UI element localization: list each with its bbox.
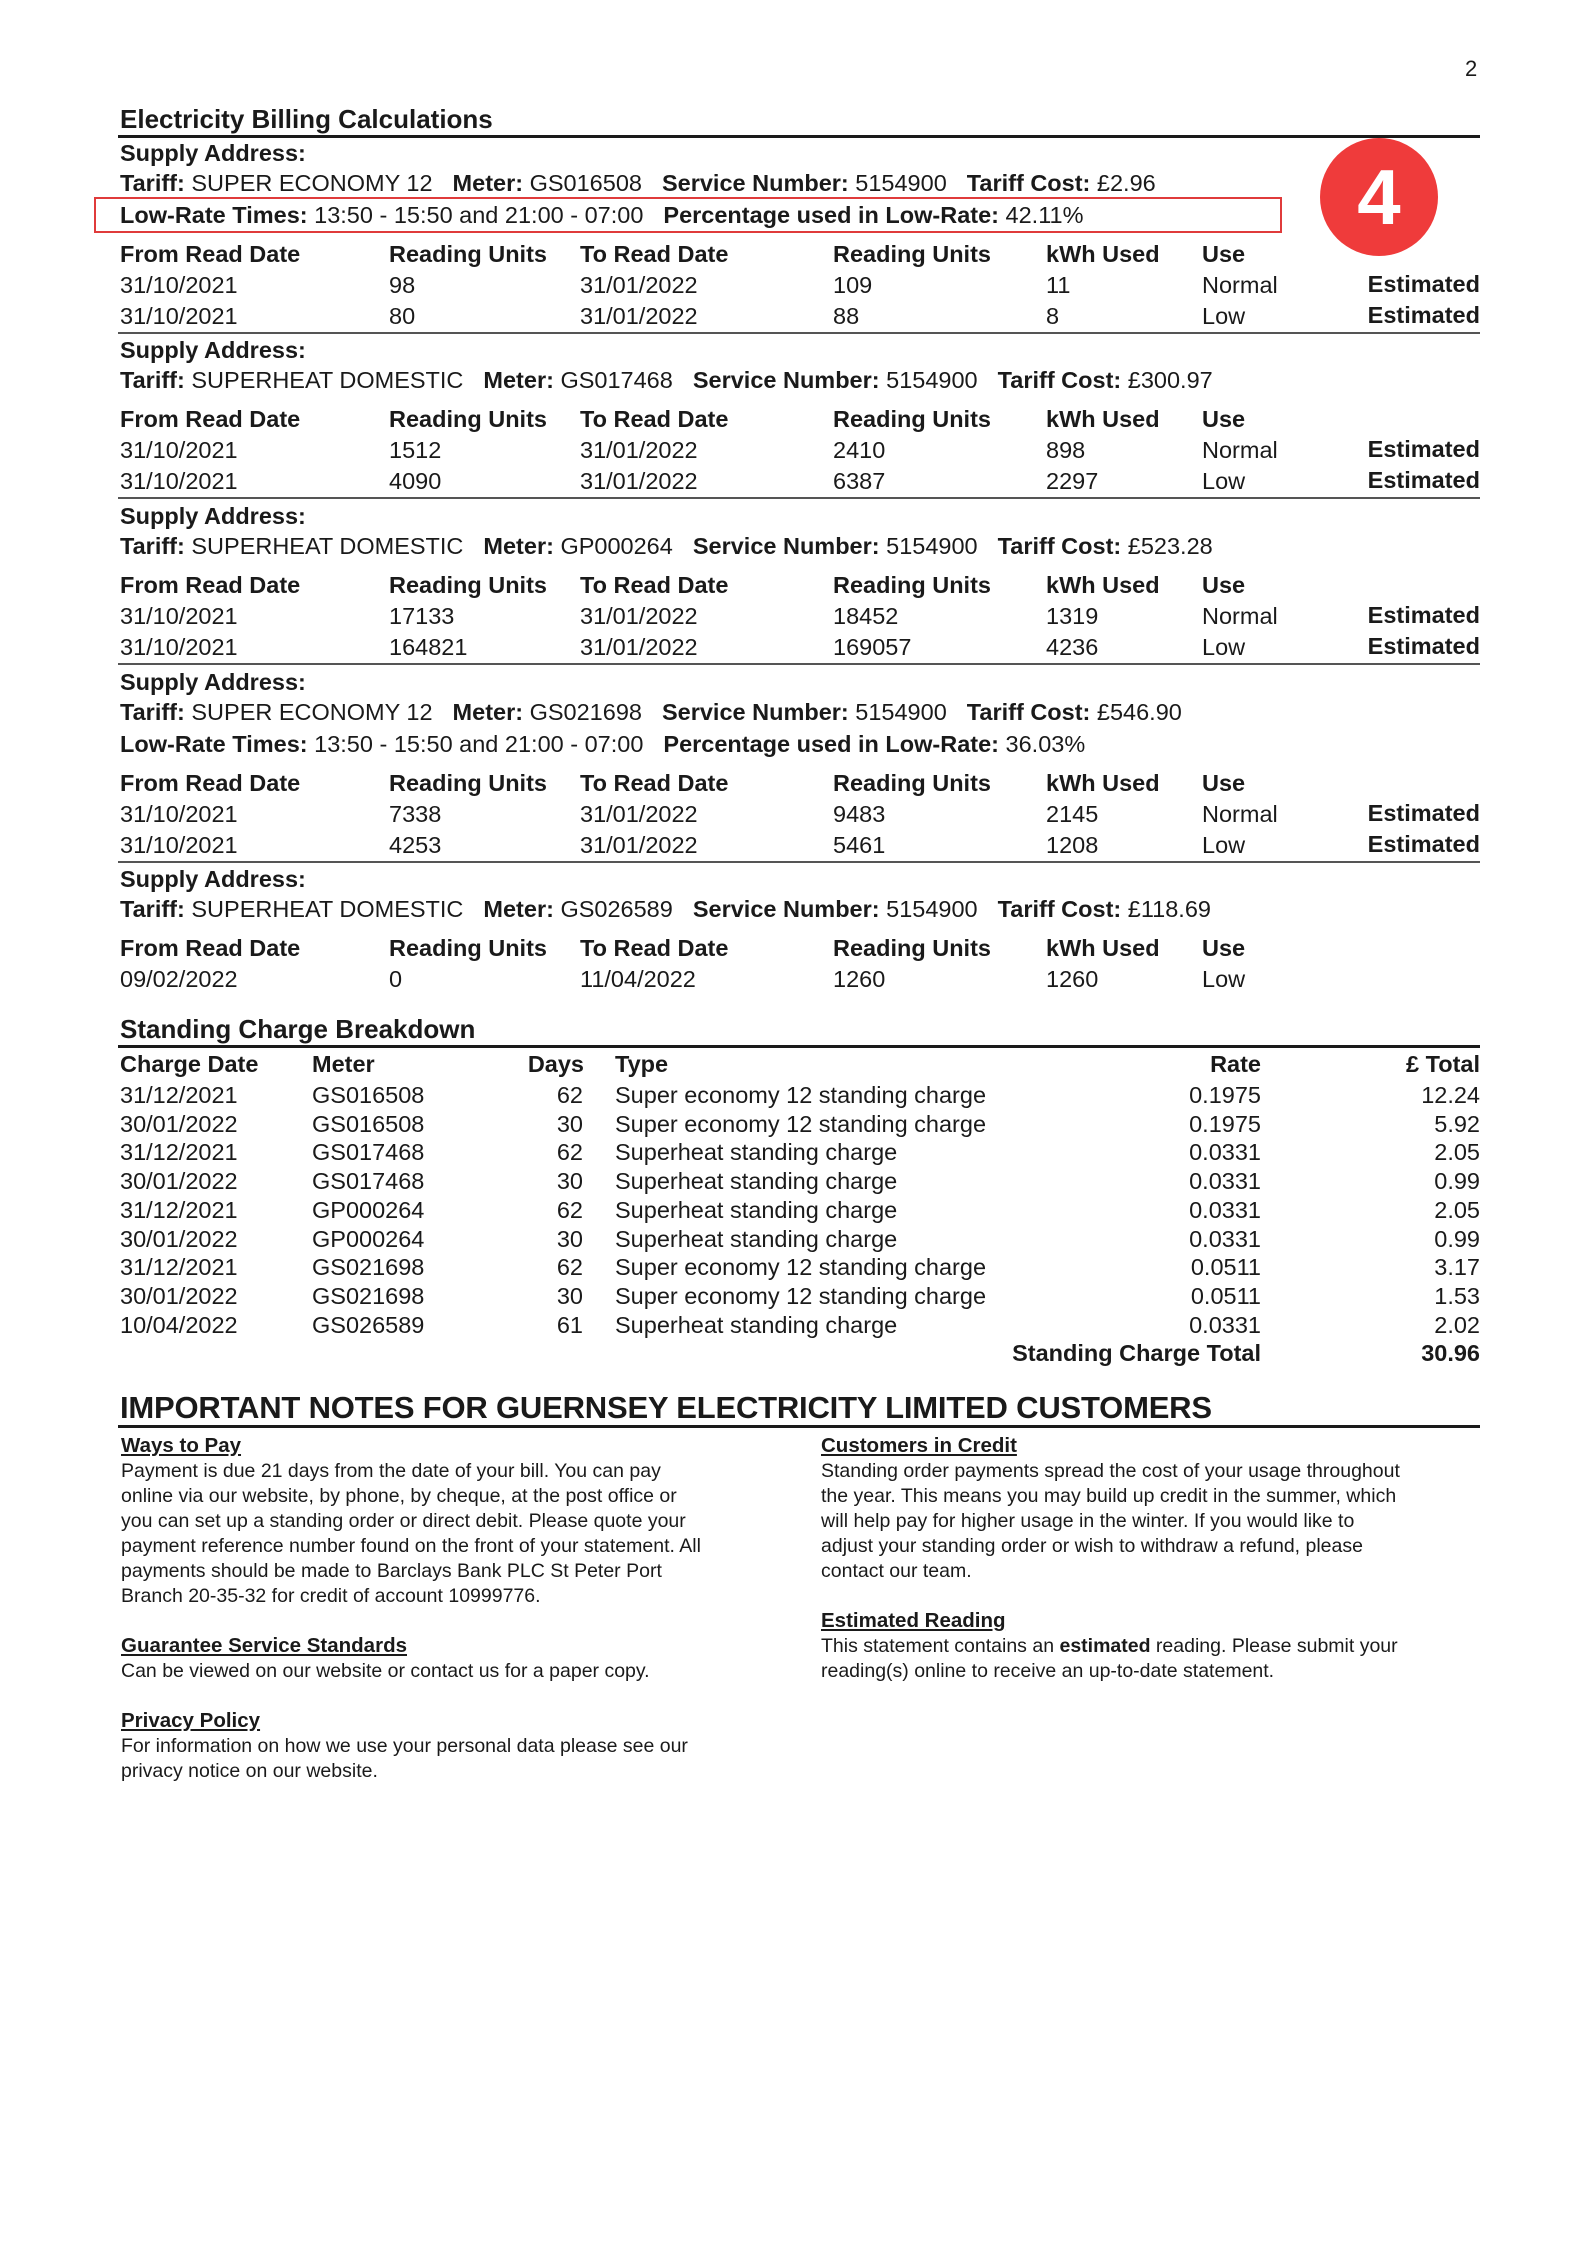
tariff-value: SUPERHEAT DOMESTIC [191, 896, 464, 922]
total-cell: 0.99 [1434, 1225, 1480, 1252]
note-line [821, 1634, 1398, 1659]
reading-cell: 1260 [1046, 966, 1099, 992]
service-number-value: 5154900 [886, 367, 978, 393]
note-line: adjust your standing order or wish to withdraw a refund, please [821, 1535, 1363, 1557]
supply-address-label: Supply Address: [120, 503, 306, 529]
note-line: For information on how we use your personal data please see our [121, 1735, 688, 1757]
reading-cell: 2410 [833, 437, 886, 463]
reading-status: Estimated [1367, 467, 1480, 493]
percentage-low-rate-value: 42.11% [1005, 202, 1084, 228]
meter-cell: GS026589 [312, 1311, 425, 1338]
type-cell: Super economy 12 standing charge [615, 1254, 987, 1281]
supply-address-label: Supply Address: [120, 337, 306, 363]
column-header: £ Total [1406, 1051, 1480, 1077]
tariff-cost-label: Tariff Cost: [997, 533, 1122, 559]
note-heading: Guarantee Service Standards [121, 1634, 407, 1657]
low-rate-line [120, 202, 1084, 229]
column-header: From Read Date [120, 770, 301, 796]
reading-cell: 18452 [833, 603, 899, 629]
meter-cell: GS021698 [312, 1282, 425, 1309]
tariff-line [120, 896, 1211, 923]
tariff-label: Tariff: [120, 170, 185, 196]
block-divider [118, 861, 1480, 863]
total-cell: 12.24 [1421, 1082, 1480, 1108]
reading-cell: Normal [1202, 801, 1278, 827]
column-header: Use [1202, 406, 1246, 432]
reading-cell: 31/10/2021 [120, 603, 238, 629]
rate-cell: 0.0331 [1189, 1311, 1261, 1338]
rate-cell: 0.1975 [1189, 1082, 1261, 1108]
meter-label: Meter: [483, 533, 554, 559]
charge-date-cell: 10/04/2022 [120, 1311, 238, 1338]
column-header: Charge Date [120, 1051, 259, 1077]
column-header: Rate [1210, 1051, 1261, 1077]
column-header: Type [615, 1051, 669, 1077]
column-header: Days [527, 1051, 584, 1077]
note-line: the year. This means you may build up credit in the summer, which [821, 1485, 1397, 1507]
tariff-cost-label: Tariff Cost: [997, 367, 1122, 393]
notes-title-rule [118, 1425, 1480, 1428]
page-number: 2 [1465, 56, 1478, 81]
tariff-value: SUPERHEAT DOMESTIC [191, 533, 464, 559]
service-number-label: Service Number: [661, 170, 849, 196]
reading-cell: 1512 [389, 437, 442, 463]
charge-date-cell: 31/12/2021 [120, 1254, 238, 1281]
service-number-label: Service Number: [692, 896, 880, 922]
tariff-value: SUPER ECONOMY 12 [191, 170, 433, 196]
service-number-value: 5154900 [886, 533, 978, 559]
note-emphasis: estimated [1059, 1635, 1151, 1657]
note-text: reading(s) online to receive an up-to-date statement. [821, 1660, 1275, 1682]
note-heading: Estimated Reading [821, 1609, 1006, 1632]
billing-title: Electricity Billing Calculations [120, 104, 493, 134]
column-header: To Read Date [580, 241, 729, 267]
percentage-low-rate-value: 36.03% [1005, 731, 1086, 757]
charge-date-cell: 30/01/2022 [120, 1225, 238, 1252]
reading-cell: 31/10/2021 [120, 832, 238, 858]
reading-cell: 9483 [833, 801, 886, 827]
rate-cell: 0.0511 [1190, 1282, 1261, 1309]
reading-cell: 5461 [833, 832, 886, 858]
note-heading: Ways to Pay [121, 1434, 242, 1457]
reading-cell: Low [1202, 832, 1246, 858]
reading-cell: 1208 [1046, 832, 1099, 858]
meter-cell: GP000264 [312, 1225, 425, 1252]
supply-address-label: Supply Address: [120, 140, 306, 166]
type-cell: Superheat standing charge [615, 1225, 898, 1252]
note-text: reading. Please submit your [1150, 1635, 1398, 1657]
column-header: From Read Date [120, 241, 301, 267]
column-header: kWh Used [1046, 935, 1160, 961]
days-cell: 62 [556, 1082, 583, 1108]
block-divider [118, 663, 1480, 665]
note-heading: Privacy Policy [121, 1709, 261, 1732]
type-cell: Super economy 12 standing charge [615, 1110, 987, 1137]
meter-cell: GS017468 [312, 1168, 425, 1195]
column-header: Reading Units [833, 935, 991, 961]
percentage-low-rate-label: Percentage used in Low-Rate: [663, 202, 1000, 228]
reading-cell: 31/10/2021 [120, 801, 238, 827]
reading-cell: 4253 [389, 832, 442, 858]
standing-title-rule [118, 1045, 1480, 1048]
column-header: Use [1202, 935, 1246, 961]
reading-status: Estimated [1367, 633, 1480, 659]
days-cell: 62 [556, 1139, 583, 1166]
reading-cell: 2297 [1046, 468, 1099, 494]
tariff-label: Tariff: [120, 367, 185, 393]
column-header: To Read Date [580, 770, 729, 796]
reading-cell: 1260 [833, 966, 886, 992]
reading-status: Estimated [1367, 602, 1480, 628]
reading-cell: 31/01/2022 [580, 468, 698, 494]
rate-cell: 0.0331 [1189, 1168, 1261, 1195]
reading-cell: Low [1202, 468, 1246, 494]
charge-date-cell: 31/12/2021 [120, 1082, 238, 1108]
percentage-low-rate-label: Percentage used in Low-Rate: [663, 731, 1000, 757]
meter-value: GS021698 [529, 699, 642, 725]
charge-date-cell: 30/01/2022 [120, 1110, 238, 1137]
service-number-value: 5154900 [855, 170, 947, 196]
service-number-label: Service Number: [692, 367, 880, 393]
reading-cell: 31/01/2022 [580, 634, 698, 660]
service-number-label: Service Number: [661, 699, 849, 725]
reading-cell: 09/02/2022 [120, 966, 238, 992]
step-badge: 4 [1320, 138, 1438, 256]
supply-address-label: Supply Address: [120, 866, 306, 892]
tariff-cost-value: £2.96 [1096, 170, 1156, 196]
note-line: Can be viewed on our website or contact us for a paper copy. [121, 1660, 650, 1682]
reading-cell: 8 [1046, 303, 1060, 329]
total-cell: 1.53 [1434, 1282, 1480, 1309]
column-header: kWh Used [1046, 770, 1160, 796]
reading-cell: 31/01/2022 [580, 303, 698, 329]
low-rate-times-value: 13:50 - 15:50 and 21:00 - 07:00 [314, 731, 644, 757]
note-heading: Customers in Credit [821, 1434, 1017, 1457]
notes-title: IMPORTANT NOTES FOR GUERNSEY ELECTRICITY LIMITED CUSTOMERS [120, 1390, 1212, 1425]
tariff-line [120, 170, 1156, 197]
column-header: From Read Date [120, 406, 301, 432]
low-rate-times-value: 13:50 - 15:50 and 21:00 - 07:00 [314, 202, 644, 228]
note-line: contact our team. [821, 1560, 972, 1582]
reading-cell: 169057 [833, 634, 912, 660]
meter-cell: GS016508 [312, 1110, 425, 1137]
reading-cell: 31/10/2021 [120, 272, 238, 298]
days-cell: 62 [556, 1254, 583, 1281]
column-header: kWh Used [1046, 572, 1160, 598]
reading-status: Estimated [1367, 436, 1480, 462]
type-cell: Superheat standing charge [615, 1311, 898, 1338]
column-header: Use [1202, 241, 1246, 267]
standing-total-value: 30.96 [1421, 1340, 1480, 1366]
rate-cell: 0.0511 [1190, 1254, 1261, 1281]
tariff-cost-label: Tariff Cost: [966, 699, 1091, 725]
column-header: From Read Date [120, 935, 301, 961]
standing-total-label: Standing Charge Total [1012, 1340, 1261, 1366]
meter-value: GS016508 [529, 170, 642, 196]
reading-cell: 98 [389, 272, 416, 298]
reading-cell: 31/10/2021 [120, 303, 238, 329]
rate-cell: 0.0331 [1189, 1225, 1261, 1252]
total-cell: 2.05 [1434, 1196, 1480, 1223]
reading-cell: 31/01/2022 [580, 272, 698, 298]
days-cell: 30 [556, 1110, 583, 1137]
note-line: privacy notice on our website. [121, 1760, 378, 1782]
tariff-value: SUPERHEAT DOMESTIC [191, 367, 464, 393]
column-header: To Read Date [580, 406, 729, 432]
reading-cell: Low [1202, 303, 1246, 329]
tariff-line [120, 367, 1213, 394]
reading-cell: 31/01/2022 [580, 603, 698, 629]
column-header: To Read Date [580, 572, 729, 598]
type-cell: Super economy 12 standing charge [615, 1082, 987, 1108]
meter-cell: GS021698 [312, 1254, 425, 1281]
tariff-cost-value: £300.97 [1127, 367, 1213, 393]
column-header: Reading Units [389, 935, 547, 961]
tariff-line [120, 533, 1213, 560]
meter-label: Meter: [483, 896, 554, 922]
note-line [821, 1659, 1274, 1684]
column-header: Reading Units [833, 572, 991, 598]
column-header: Reading Units [389, 770, 547, 796]
type-cell: Superheat standing charge [615, 1196, 898, 1223]
reading-cell: 11/04/2022 [580, 966, 696, 992]
column-header: Reading Units [833, 241, 991, 267]
service-number-value: 5154900 [855, 699, 947, 725]
meter-cell: GP000264 [312, 1196, 425, 1223]
type-cell: Superheat standing charge [615, 1139, 898, 1166]
reading-cell: Normal [1202, 272, 1278, 298]
total-cell: 5.92 [1434, 1110, 1480, 1137]
reading-cell: 31/01/2022 [580, 801, 698, 827]
billing-title-rule [118, 135, 1480, 138]
column-header: Use [1202, 770, 1246, 796]
meter-value: GP000264 [560, 533, 673, 559]
reading-cell: 31/01/2022 [580, 437, 698, 463]
total-cell: 2.05 [1434, 1139, 1480, 1166]
reading-cell: 4236 [1046, 634, 1099, 660]
tariff-cost-value: £523.28 [1127, 533, 1213, 559]
reading-cell: 31/10/2021 [120, 468, 238, 494]
reading-status: Estimated [1367, 271, 1480, 297]
tariff-cost-label: Tariff Cost: [966, 170, 1091, 196]
column-header: Use [1202, 572, 1246, 598]
reading-cell: 109 [833, 272, 873, 298]
days-cell: 30 [556, 1225, 583, 1252]
column-header: Reading Units [833, 770, 991, 796]
tariff-label: Tariff: [120, 896, 185, 922]
reading-cell: 80 [389, 303, 416, 329]
meter-label: Meter: [452, 699, 524, 725]
type-cell: Superheat standing charge [615, 1168, 898, 1195]
reading-cell: Low [1202, 634, 1246, 660]
note-line: will help pay for higher usage in the winter. If you would like to [821, 1510, 1355, 1532]
reading-cell: 11 [1046, 272, 1071, 298]
reading-cell: 7338 [389, 801, 442, 827]
block-divider [118, 332, 1480, 334]
note-line: Payment is due 21 days from the date of your bill. You can pay [121, 1460, 661, 1482]
note-text: This statement contains an [821, 1635, 1060, 1657]
reading-status: Estimated [1367, 831, 1480, 857]
reading-cell: 4090 [389, 468, 442, 494]
reading-status: Estimated [1367, 800, 1480, 826]
total-cell: 0.99 [1434, 1168, 1480, 1195]
rate-cell: 0.1975 [1189, 1110, 1261, 1137]
column-header: Reading Units [389, 406, 547, 432]
column-header: To Read Date [580, 935, 729, 961]
tariff-cost-value: £546.90 [1096, 699, 1182, 725]
service-number-value: 5154900 [886, 896, 978, 922]
reading-cell: 31/10/2021 [120, 437, 238, 463]
note-line: Standing order payments spread the cost of your usage throughout [821, 1460, 1400, 1482]
tariff-cost-label: Tariff Cost: [997, 896, 1122, 922]
block-divider [118, 497, 1480, 499]
days-cell: 30 [556, 1168, 583, 1195]
column-header: Reading Units [389, 572, 547, 598]
note-line: payments should be made to Barclays Bank PLC St Peter Port [121, 1560, 662, 1582]
reading-cell: 2145 [1046, 801, 1099, 827]
reading-cell: 0 [389, 966, 403, 992]
days-cell: 62 [556, 1196, 583, 1223]
total-cell: 3.17 [1434, 1254, 1480, 1281]
reading-cell: 164821 [389, 634, 468, 660]
reading-cell: 31/10/2021 [120, 634, 238, 660]
low-rate-times-label: Low-Rate Times: [120, 731, 308, 757]
charge-date-cell: 30/01/2022 [120, 1168, 238, 1195]
reading-status: Estimated [1367, 302, 1480, 328]
total-cell: 2.02 [1434, 1311, 1480, 1338]
reading-cell: 1319 [1046, 603, 1099, 629]
tariff-line [120, 699, 1182, 726]
note-line: you can set up a standing order or direct debit. Please quote your [121, 1510, 686, 1532]
reading-cell: 17133 [389, 603, 455, 629]
tariff-cost-value: £118.69 [1127, 896, 1211, 922]
column-header: kWh Used [1046, 406, 1160, 432]
note-line: Branch 20-35-32 for credit of account 10999776. [121, 1585, 541, 1607]
reading-cell: 6387 [833, 468, 886, 494]
note-line: online via our website, by phone, by cheque, at the post office or [121, 1485, 677, 1507]
meter-value: GS017468 [560, 367, 673, 393]
note-line: payment reference number found on the front of your statement. All [121, 1535, 701, 1557]
low-rate-line [120, 731, 1085, 758]
low-rate-times-label: Low-Rate Times: [120, 202, 308, 228]
reading-cell: Low [1202, 966, 1246, 992]
charge-date-cell: 31/12/2021 [120, 1139, 238, 1166]
column-header: From Read Date [120, 572, 301, 598]
days-cell: 61 [556, 1311, 583, 1338]
meter-cell: GS017468 [312, 1139, 425, 1166]
tariff-label: Tariff: [120, 533, 185, 559]
charge-date-cell: 31/12/2021 [120, 1196, 238, 1223]
supply-address-label: Supply Address: [120, 669, 306, 695]
reading-cell: 88 [833, 303, 860, 329]
meter-label: Meter: [452, 170, 524, 196]
reading-cell: Normal [1202, 437, 1278, 463]
meter-label: Meter: [483, 367, 554, 393]
column-header: Meter [312, 1051, 375, 1077]
reading-cell: 31/01/2022 [580, 832, 698, 858]
rate-cell: 0.0331 [1189, 1196, 1261, 1223]
days-cell: 30 [556, 1282, 583, 1309]
reading-cell: Normal [1202, 603, 1278, 629]
column-header: kWh Used [1046, 241, 1160, 267]
meter-cell: GS016508 [312, 1082, 425, 1108]
type-cell: Super economy 12 standing charge [615, 1282, 987, 1309]
column-header: Reading Units [833, 406, 991, 432]
tariff-value: SUPER ECONOMY 12 [191, 699, 433, 725]
standing-title: Standing Charge Breakdown [120, 1014, 476, 1044]
charge-date-cell: 30/01/2022 [120, 1282, 238, 1309]
meter-value: GS026589 [560, 896, 673, 922]
service-number-label: Service Number: [692, 533, 880, 559]
reading-cell: 898 [1046, 437, 1086, 463]
column-header: Reading Units [389, 241, 547, 267]
rate-cell: 0.0331 [1189, 1139, 1261, 1166]
tariff-label: Tariff: [120, 699, 185, 725]
